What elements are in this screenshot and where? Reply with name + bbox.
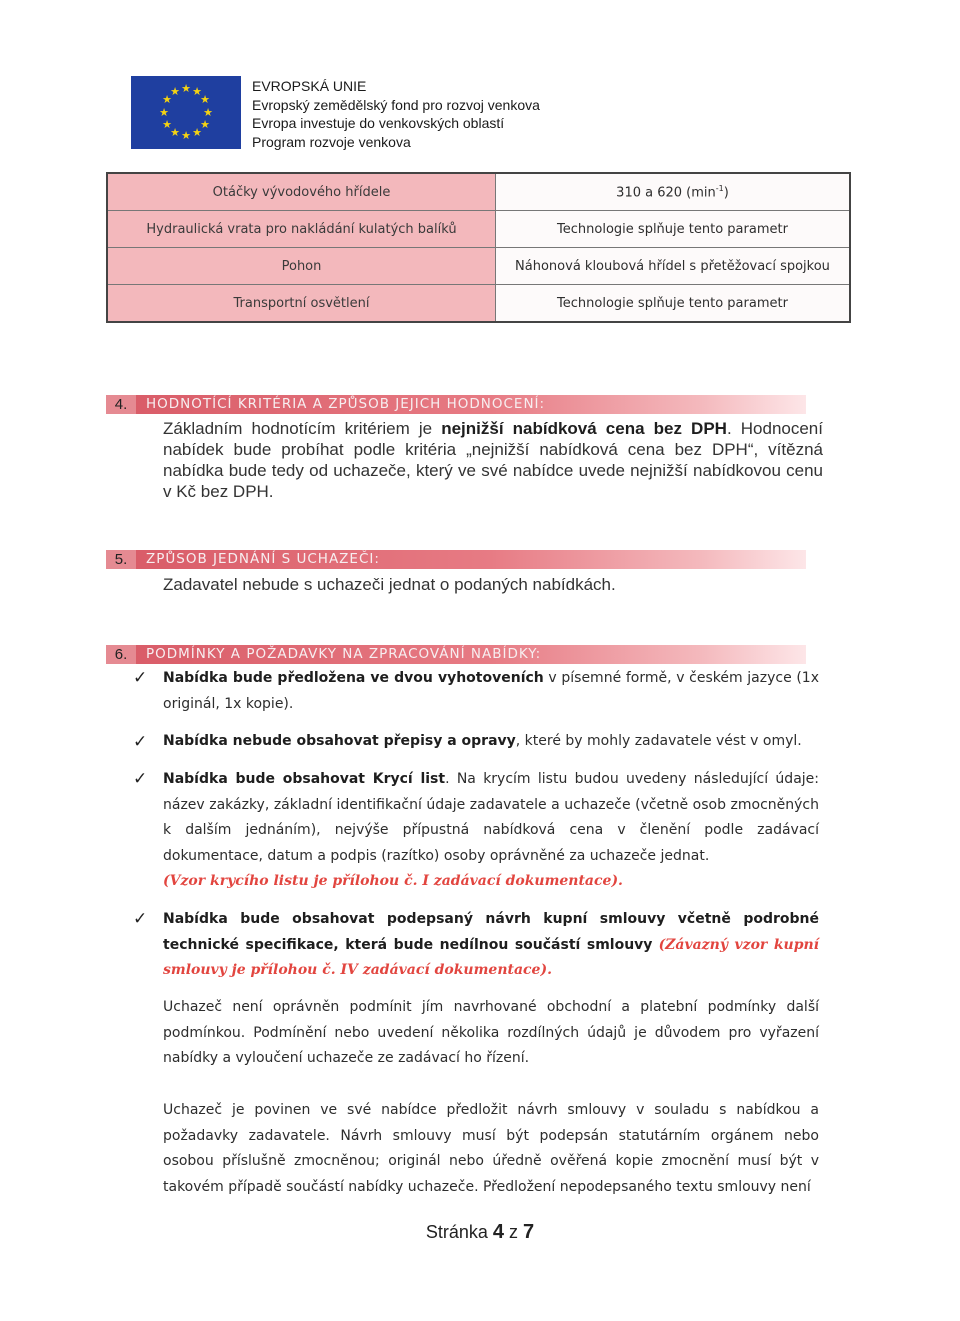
svg-text:★: ★ [192, 85, 202, 98]
eu-stars-icon [131, 76, 241, 149]
spec-table [106, 172, 851, 323]
section-title: ZPŮSOB JEDNÁNÍ S UCHAZEČI: [146, 551, 380, 567]
check-icon: ✓ [133, 769, 148, 789]
section-5-header [106, 550, 806, 569]
svg-text:★: ★ [162, 93, 172, 106]
paragraph: Uchazeč je povinen ve své nabídce předložit návrh smlouvy v souladu s nabídkou a požadavky zadavatele. Návrh smlouvy musí být podepsán statutárním orgánem nebo osobou příslušně zmocněnou; originál nebo úředně ověřená kopie zmocnění musí být v takovém případě součástí nabídky uchazeče. Předložení nepodepsaného textu smlouvy není [163, 1102, 819, 1195]
note-text: (Vzor krycího listu je přílohou č. I zadávací dokumentace). [163, 873, 623, 889]
list-item: Nabídka nebude obsahovat přepisy a opravy, které by mohly zadavatele vést v omyl. [163, 733, 802, 749]
table-cell-value: 310 a 620 $(\min^{-1})$ [496, 173, 851, 211]
section-6-header [106, 645, 806, 664]
svg-text:★: ★ [159, 106, 169, 119]
svg-text:★: ★ [200, 93, 210, 106]
eu-program: Program rozvoje venkova [252, 133, 411, 150]
section-number: 5. [106, 550, 136, 569]
svg-text:★: ★ [200, 118, 210, 131]
table-cell-label: Otáčky vývodového hřídele [107, 173, 496, 211]
check-icon: ✓ [133, 668, 148, 688]
svg-text:★: ★ [170, 85, 180, 98]
section-4-text: Základním hodnotícím kritériem je nejnižší nabídková cena bez DPH. Hodnocení nabídek bude probíhat podle kritéria „nejnižší nabídková cena bez DPH“, vítězná nabídka bude tedy od uchazeče, který ve své nabídce uvede nejnižší nabídkovou cenu v Kč bez DPH. [163, 419, 823, 501]
table-row [107, 248, 850, 285]
list-item: Nabídka bude obsahovat podepsaný návrh kupní smlouvy včetně podrobné technické specifikace, která bude nedílnou součástí smlouvy (Závazný vzor kupní smlouvy je přílohou č. IV zadávací dokumentace). [163, 911, 819, 978]
table-cell-value: Technologie splňuje tento parametr [496, 285, 851, 323]
svg-text:★: ★ [192, 126, 202, 139]
table-cell-value: Technologie splňuje tento parametr [496, 211, 851, 248]
list-item: Nabídka bude předložena ve dvou vyhotoveních v písemné formě, v českém jazyce (1x originál, 1x kopie). [163, 670, 819, 712]
eu-slogan: Evropa investuje do venkovských oblastí [252, 115, 505, 131]
table-row [107, 173, 850, 211]
section-5-text: Zadavatel nebude s uchazeči jednat o podaných nabídkách. [163, 575, 616, 594]
table-row [107, 211, 850, 248]
eu-fund: Evropský zemědělský fond pro rozvoj venkova [252, 96, 540, 113]
table-cell-label: Transportní osvětlení [107, 285, 496, 323]
table-cell-label: Pohon [107, 248, 496, 285]
eu-flag-logo [131, 76, 241, 149]
list-item: Nabídka bude obsahovat Krycí list. Na krycím listu budou uvedeny následující údaje: název zakázky, základní identifikační údaje zadavatele a uchazeče (včetně osob zmocněných k dalším jednáním), nejvýše přípustná nabídková cena v členění podle zadávací dokumentace, datum a podpis (razítko) osoby oprávněné za uchazeče jednat. (Vzor krycího listu je přílohou č. I zadávací dokumentace). [163, 771, 819, 889]
page-number: Stránka 4 z 7 [425, 1221, 535, 1243]
paragraph: Uchazeč není oprávněn podmínit jím navrhované obchodní a platební podmínky další podmínkou. Podmínění nebo uvedení několika rozdílných údajů je důvodem pro vyřazení nabídky a vyloučení uchazeče ze zadávací ho řízení. [163, 999, 819, 1066]
svg-text:★: ★ [203, 106, 213, 119]
check-icon: ✓ [133, 732, 148, 752]
section-number: 6. [106, 645, 136, 664]
section-4-header [106, 395, 806, 414]
svg-text:★: ★ [170, 126, 180, 139]
section-number: 4. [106, 395, 136, 414]
table-row [107, 285, 850, 323]
note-text: (Závazný vzor kupní smlouvy je přílohou č. IV zadávací dokumentace). [163, 936, 819, 978]
svg-text:★: ★ [181, 82, 191, 95]
svg-text:★: ★ [181, 129, 191, 142]
eu-title: EVROPSKÁ UNIE [252, 78, 367, 94]
section-title: PODMÍNKY A POŽADAVKY NA ZPRACOVÁNÍ NABÍDKY: [146, 646, 542, 662]
eu-header-text [252, 77, 540, 151]
svg-text:★: ★ [162, 118, 172, 131]
table-cell-value: Náhonová kloubová hřídel s přetěžovací spojkou [496, 248, 851, 285]
check-icon: ✓ [133, 909, 148, 929]
table-cell-label: Hydraulická vrata pro nakládání kulatých balíků [107, 211, 496, 248]
section-title: HODNOTÍCÍ KRITÉRIA A ZPŮSOB JEJICH HODNOCENÍ: [146, 396, 546, 412]
